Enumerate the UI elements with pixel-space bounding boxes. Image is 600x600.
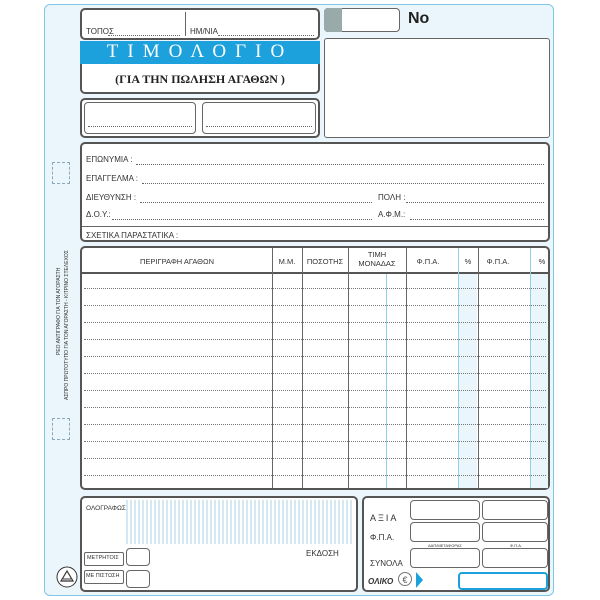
city-field[interactable]	[406, 202, 544, 203]
col-vat2-header: Φ.Π.Α.	[486, 257, 510, 266]
address-label: ΔΙΕΥΘΥΝΣΗ :	[86, 193, 137, 202]
table-row[interactable]	[84, 390, 546, 391]
col-unit-header: Μ.Μ.	[278, 257, 296, 266]
table-row[interactable]	[84, 441, 546, 442]
number-label: Νο	[408, 10, 430, 27]
col-line-1	[272, 248, 273, 488]
vat-number-label: Α.Φ.Μ.:	[378, 210, 406, 219]
table-row[interactable]	[84, 356, 546, 357]
small-col-label-2: Φ.Π.Α.	[510, 543, 523, 548]
table-row[interactable]	[84, 373, 546, 374]
col-description-header: ΠΕΡΙΓΡΑΦΗ ΑΓΑΘΩΝ	[139, 257, 215, 266]
header-sub-box-2[interactable]	[202, 102, 316, 134]
total-field-1[interactable]	[410, 548, 480, 568]
vat-total-label: Φ.Π.Α.	[370, 533, 395, 542]
table-row[interactable]	[84, 424, 546, 425]
credit-checkbox[interactable]	[126, 570, 150, 588]
value-label: ΑΞΙΑ	[370, 513, 399, 523]
cash-label: ΜΕΤΡΗΤΟΙΣ	[87, 555, 119, 561]
table-row[interactable]	[84, 305, 546, 306]
col-line-3	[348, 248, 349, 488]
table-row[interactable]	[84, 407, 546, 408]
arrow-icon	[416, 572, 423, 588]
customer-divider	[82, 226, 548, 227]
col-line-2	[302, 248, 303, 488]
name-label: ΕΠΩΝΥΜΙΑ :	[86, 155, 133, 164]
cash-checkbox[interactable]	[126, 548, 150, 566]
grand-total-field[interactable]	[458, 572, 548, 590]
vat-field-2[interactable]	[482, 522, 548, 542]
city-label: ΠΟΛΗ :	[378, 193, 406, 202]
issue-label: ΕΚΔΟΣΗ	[306, 549, 339, 558]
place-field[interactable]	[108, 35, 180, 36]
invoice-subtitle: (ΓΙΑ ΤΗΝ ΠΩΛΗΣΗ ΑΓΑΘΩΝ )	[115, 72, 285, 86]
col-unit-price-header-1: ΤΙΜΗ	[367, 250, 387, 259]
header-sub-box-2-line	[206, 126, 312, 127]
value-field-2[interactable]	[482, 500, 548, 520]
table-row[interactable]	[84, 475, 546, 476]
customer-box	[80, 142, 550, 242]
grand-total-label: ΟΛΙΚΟ	[368, 577, 394, 586]
items-table	[80, 246, 550, 490]
vat-field-1[interactable]	[410, 522, 480, 542]
table-row[interactable]	[84, 322, 546, 323]
total-field-2[interactable]	[482, 548, 548, 568]
total-label: ΣΥΝΟΛΑ	[370, 559, 403, 568]
col-pct2-header: %	[538, 257, 546, 266]
col-shade-2	[531, 274, 548, 488]
tax-office-label: Δ.Ο.Υ.:	[86, 210, 111, 219]
name-field[interactable]	[136, 164, 544, 165]
col-line-5	[478, 248, 479, 488]
col-sub-line-1	[386, 274, 387, 488]
place-date-divider	[185, 12, 186, 36]
date-field[interactable]	[218, 35, 314, 36]
invoice-title: ΤΙΜΟΛΟΓΙΟ	[80, 41, 320, 65]
header-sub-box-1-line	[88, 126, 192, 127]
in-words-label: ΟΛΟΓΡΑΦΩΣ	[86, 505, 126, 512]
small-col-label-1: ΔΑΠ/ΜΕΤΑΦΟΡΑΣ	[428, 543, 462, 548]
issuer-box	[324, 38, 550, 138]
related-docs-label: ΣΧΕΤΙΚΑ ΠΑΡΑΣΤΑΤΙΚΑ :	[86, 231, 179, 240]
table-row[interactable]	[84, 339, 546, 340]
col-unit-price-header-2: ΜΟΝΑΔΑΣ	[358, 259, 396, 268]
table-row[interactable]	[84, 288, 546, 289]
col-shade-1	[459, 274, 477, 488]
value-field-1[interactable]	[410, 500, 480, 520]
header-sub-box-1[interactable]	[84, 102, 196, 134]
address-field[interactable]	[140, 202, 372, 203]
euro-icon: €	[398, 572, 412, 586]
side-note-1: ΡΕΟ ΑΝΤΙΓΡΑΦΟ ΓΙΑ ΤΟΝ ΑΓΟΡΑΣΤΗ	[56, 267, 62, 355]
col-vat1-header: Φ.Π.Α.	[416, 257, 440, 266]
publisher-logo	[56, 566, 78, 588]
punch-mark-top	[52, 162, 70, 184]
in-words-field[interactable]	[126, 500, 352, 544]
punch-mark-bottom	[52, 418, 70, 440]
date-label: ΗΜ/ΝΙΑ	[190, 27, 218, 36]
col-pct1-header: %	[464, 257, 472, 266]
vat-number-field[interactable]	[410, 219, 544, 220]
tax-office-field[interactable]	[112, 219, 372, 220]
table-row[interactable]	[84, 458, 546, 459]
credit-label: ΜΕ ΠΙΣΤΩΣΗ	[86, 573, 120, 579]
col-line-4	[406, 248, 407, 488]
place-label: ΤΟΠΟΣ	[86, 27, 114, 36]
col-quantity-header: ΠΟΣΟΤΗΣ	[306, 257, 344, 266]
side-note-2: ΑΣΠΡΟ ΠΡΩΤΟΤΥΠΟ ΓΙΑ ΤΟΝ ΑΓΟΡΑΣΤΗ - ΚΙΤΡΙΝΟ ΣΤΕΛΕΧΟΣ	[64, 250, 70, 400]
number-stub-tab	[324, 8, 342, 32]
profession-field[interactable]	[142, 183, 544, 184]
profession-label: ΕΠΑΓΓΕΛΜΑ :	[86, 174, 138, 183]
